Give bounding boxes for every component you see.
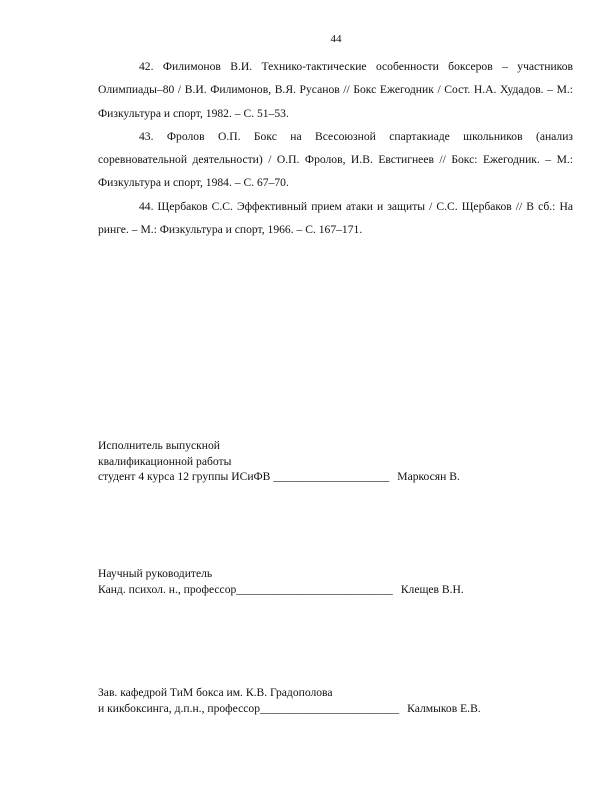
reference-item: 44. Щербаков С.С. Эффективный прием атаки и защиты / С.С. Щербаков // В сб.: На ринге. – М.: Физкультура и спорт, 1966. – С. 167–171. bbox=[98, 199, 573, 237]
performer-role-line-2: квалификационной работы bbox=[98, 454, 232, 468]
head-of-department-signature-block bbox=[98, 685, 578, 716]
performer-role-line-1: Исполнитель выпускной bbox=[98, 439, 220, 452]
supervisor-signature-block bbox=[98, 566, 578, 597]
head-name: Калмыков Е.В. bbox=[407, 701, 481, 715]
head-role-line-2 bbox=[98, 701, 578, 717]
performer-signature-block bbox=[98, 438, 578, 485]
performer-role-text: студент 4 курса 12 группы ИСиФВ ____________________ bbox=[98, 470, 390, 484]
reference-item: 42. Филимонов В.И. Технико-тактические особенности боксеров – участников Олимпиады–80 / В.И. Филимонов, В.Я. Русанов // Бокс Ежегодник / Сост. Н.А. Худадов. – М.: Физкультура и спорт, 1982. – С. 51–53. bbox=[98, 60, 573, 120]
supervisor-role-line-1: Научный руководитель bbox=[98, 567, 213, 580]
performer-name: Маркосян В. bbox=[397, 470, 460, 484]
performer-role-line-3 bbox=[98, 469, 578, 485]
supervisor-name: Клещев В.Н. bbox=[400, 582, 464, 596]
supervisor-role-text: Канд. психол. н., профессор___________________________ bbox=[98, 582, 393, 596]
head-role-line-1: Зав. кафедрой ТиМ бокса им. К.В. Градополова bbox=[98, 686, 333, 699]
reference-item: 43. Фролов О.П. Бокс на Всесоюзной спартакиаде школьников (анализ соревновательной деятельности) / О.П. Фролов, И.В. Евстигнеев // Бокс: Ежегодник. – М.: Физкультура и спорт, 1984. – С. 67–70. bbox=[98, 129, 573, 190]
reference-list bbox=[98, 55, 573, 241]
page-number: 44 bbox=[330, 33, 342, 45]
head-role-text: и кикбоксинга, д.п.н., профессор________________________ bbox=[98, 701, 400, 715]
supervisor-role-line-2 bbox=[98, 582, 578, 598]
